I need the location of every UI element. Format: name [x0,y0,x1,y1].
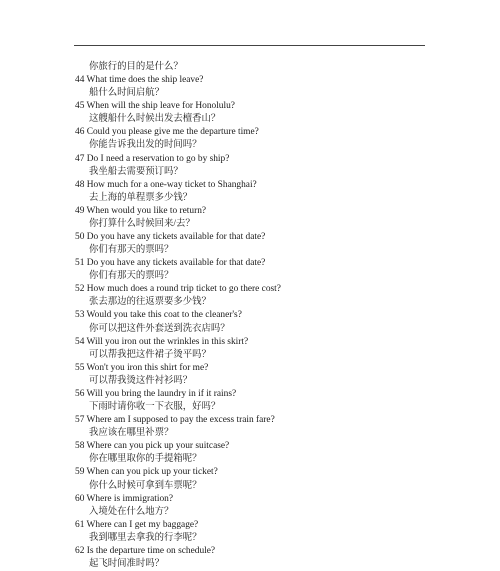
chinese-translation-line: 你们有那天的票吗？ [89,271,174,282]
english-phrase-line: 61 Where can I get my baggage? [75,519,199,530]
chinese-translation-line: 你什么时候可拿到车票呢？ [89,480,202,491]
chinese-translation-line: 下雨时请你收一下衣服，好吗？ [89,402,221,413]
chinese-translation-line: 你打算什么时候回来/去？ [89,218,195,229]
chinese-translation-line: 船什么时间启航？ [89,88,165,99]
chinese-translation-line: 你在哪里取你的手提箱呢？ [89,454,202,465]
chinese-translation-line: 我应该在哪里补票？ [89,428,174,439]
english-phrase-line: 55 Won't you iron this shirt for me? [75,362,209,373]
english-phrase-line: 59 When can you pick up your ticket? [75,467,218,478]
chinese-translation-line: 入境处在什么地方？ [89,506,174,517]
english-phrase-line: 48 How much for a one-way ticket to Shanghai? [75,179,257,190]
chinese-translation-line: 你们有那天的票吗？ [89,245,174,256]
english-phrase-line: 44 What time does the ship leave? [75,75,204,86]
english-phrase-line: 56 Will you bring the laundry in if it rains? [75,388,237,399]
header-rule [74,45,425,46]
english-phrase-line: 62 Is the departure time on schedule? [75,545,216,556]
chinese-translation-line: 我到哪里去拿我的行李呢？ [89,532,202,543]
chinese-translation-line: 这艘船什么时候出发去檀香山？ [89,114,221,125]
chinese-translation-line: 可以帮我把这件裙子烫平吗？ [89,349,211,360]
chinese-translation-line: 我坐船去需要预订吗？ [89,166,183,177]
english-phrase-line: 45 When will the ship leave for Honolulu? [75,101,235,112]
chinese-translation-line: 你能告诉我出发的时间吗？ [89,140,202,151]
english-phrase-line: 46 Could you please give me the departure time? [75,127,259,138]
chinese-translation-line: 你可以把这件外套送到洗衣店吗？ [89,323,230,334]
english-phrase-line: 54 Will you iron out the wrinkles in this skirt? [75,336,249,347]
chinese-translation-line: 张去那边的往返票要多少钱？ [89,297,211,308]
chinese-translation-line: 去上海的单程票多少钱？ [89,192,193,203]
english-phrase-line: 58 Where can you pick up your suitcase? [75,441,230,452]
english-phrase-line: 52 How much does a round trip ticket to go there cost? [75,284,281,295]
chinese-translation-line: 起飞时间准时吗？ [89,558,165,569]
english-phrase-line: 53 Would you take this coat to the cleaner's? [75,310,242,321]
phrase-list [0,61,500,571]
english-phrase-line: 60 Where is immigration? [75,493,173,504]
english-phrase-line: 51 Do you have any tickets available for that date? [75,258,266,269]
english-phrase-line: 47 Do I need a reservation to go by ship? [75,153,230,164]
english-phrase-line: 57 Where am I supposed to pay the excess train fare? [75,415,275,426]
english-phrase-line: 50 Do you have any tickets available for that date? [75,232,266,243]
chinese-translation-line: 可以帮我烫这件衬衫吗？ [89,375,193,386]
chinese-translation-line: 你旅行的目的是什么？ [89,62,183,72]
english-phrase-line: 49 When would you like to return? [75,205,207,216]
